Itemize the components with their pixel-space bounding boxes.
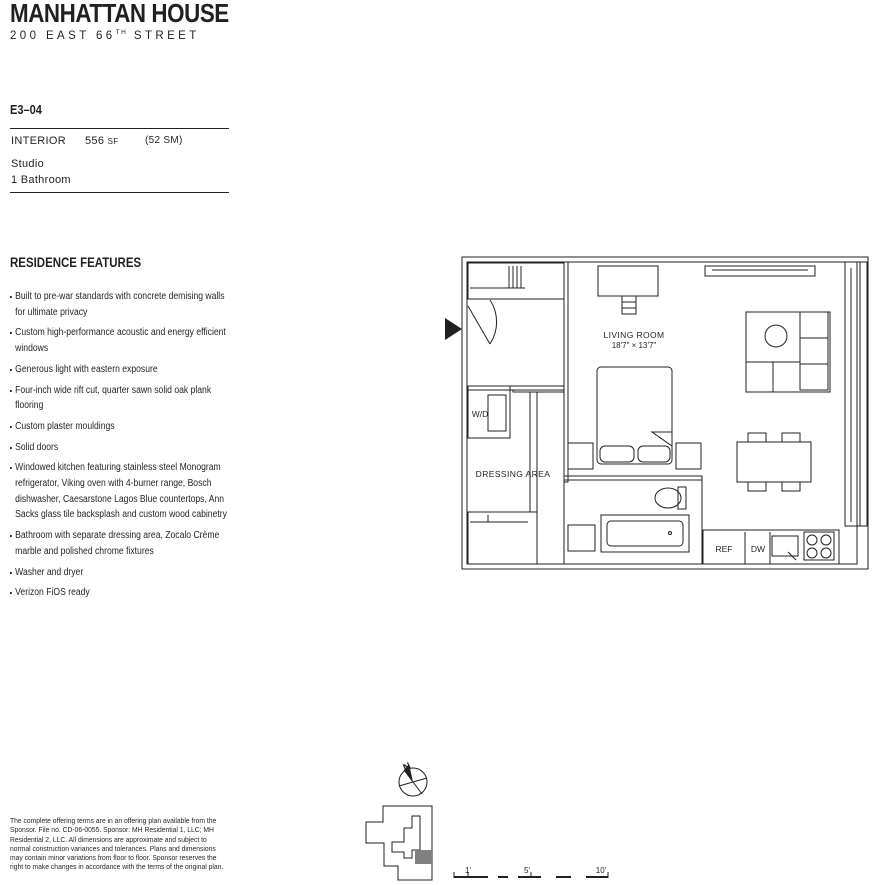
scale-label: 1' [465,866,471,875]
interior-label: INTERIOR [11,135,66,147]
key-plan [366,806,432,880]
bed [597,367,672,464]
unit-code: E3–04 [10,102,42,117]
wd-label: W/D [471,409,489,419]
dressing-area-label: DRESSING AREA [475,469,551,479]
exterior-wall-inner [467,262,857,564]
unit-location-marker [415,850,432,864]
scale-label: 10' [595,866,607,875]
unit-type: Studio [11,158,44,170]
console [705,266,815,276]
living-room-label: LIVING ROOM [603,330,665,340]
vanity [568,525,595,551]
feature-item: Custom plaster mouldings [10,419,229,435]
feature-item: Four-inch wide rift cut, quarter sawn solid oak plank flooring [10,383,229,414]
dining-table [737,442,811,482]
side-table [765,325,787,347]
living-room-dims: 18'7" × 13'7" [611,341,657,350]
disclaimer: The complete offering terms are in an offering plan available from the Sponsor. File no. CD-06-0055. Sponsor: MH Residential 1, LLC; MH Residential 2, LLC. All dimensions are approximate and subject to normal construction variances and tolerances. Plans and dimensions may contain minor variations from floor to floor. Sponsor reserves the right to make changes in accordance with the terms of the original plan. [10,816,224,872]
scale-bar [454,872,608,878]
entry-arrow-icon [445,318,462,340]
building-name: MANHATTAN HOUSE [10,0,229,28]
chair [622,296,636,314]
interior-area: 556 SF [85,135,119,147]
desk [598,266,658,296]
north-label: N [401,760,413,774]
sofa [746,312,830,392]
unit-bathrooms: 1 Bathroom [11,174,71,186]
building-address: 200 EAST 66TH STREET [10,29,200,42]
nightstand [568,443,593,469]
feature-item: Built to pre-war standards with concrete demising walls for ultimate privacy [10,289,229,320]
feature-item: Washer and dryer [10,565,229,581]
feature-item: Solid doors [10,440,229,456]
entry-closet [468,263,564,299]
feature-item: Verizon FiOS ready [10,585,229,601]
window-frame [857,262,867,526]
scale-label: 5' [524,866,530,875]
dw-label: DW [750,544,766,554]
entry-door [468,306,490,344]
feature-item: Windowed kitchen featuring stainless steel Monogram refrigerator, Viking oven with 4-burner range, Bosch dishwasher, Caesarstone Lagos Blue countertops, Ann Sacks glass tile backsplash and custom wood cabinetry [10,460,229,523]
feature-item: Bathroom with separate dressing area, Zocalo Crème marble and polished chrome fixtures [10,528,229,559]
toilet [655,488,681,508]
dressing-closet [468,512,537,564]
features-title: RESIDENCE FEATURES [10,255,142,270]
feature-item: Custom high-performance acoustic and energy efficient windows [10,325,229,356]
feature-item: Generous light with eastern exposure [10,362,229,378]
interior-area-metric: (52 SM) [145,135,183,146]
nightstand [676,443,701,469]
ref-label: REF [715,544,733,554]
sink [772,536,798,556]
